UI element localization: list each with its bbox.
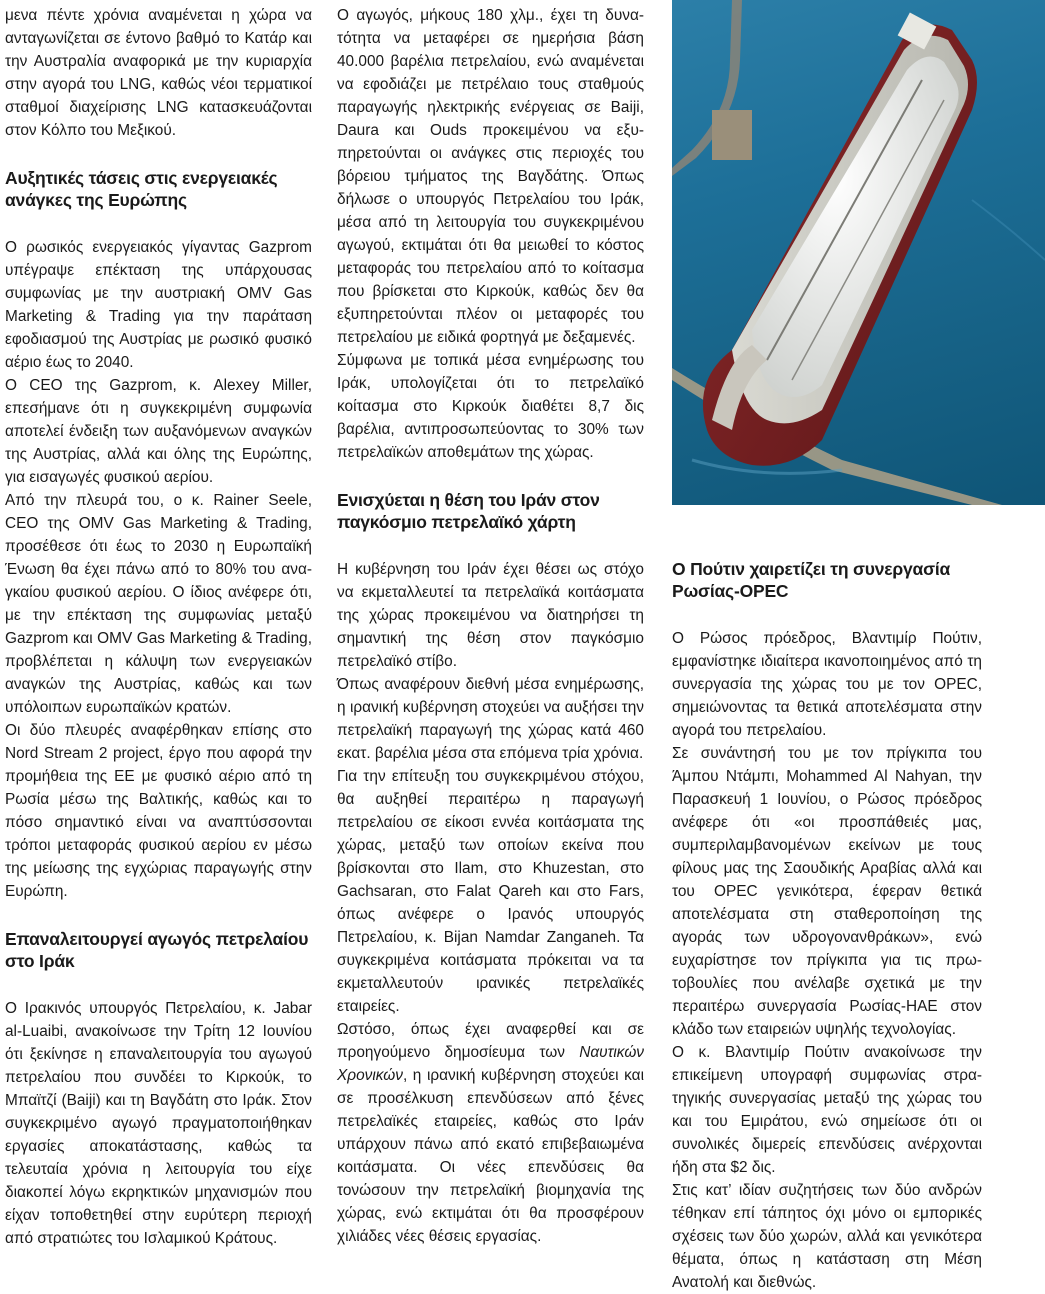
paragraph-seele: Από την πλευρά του, ο κ. Rainer Seele, CEO της OMV Gas Marketing & Trading, προσέθεσε ότι έως το 2030 η Ευρωπαϊκή Ένωση θα έχει πάνω από το 80% του αναγκαίου φυσικού αερίου. Ο ίδιος ανέφερε ότι, με την επέκταση της συμφωνίας μεταξύ Gazprom και OMV Gas Marketing & Trading, προβλέπεται η κάλυψη των ενεργειακών αναγκών της Αυστρίας, καθώς και των υπόλοιπων ευρωπαϊκών κρατών. [5,492,312,716]
paragraph-iran-production: Όπως αναφέρουν διεθνή μέσα ενημέρωσης, η ιρανική κυβέρνηση στοχεύει να αυξήσει την πετρελαϊκή παραγωγή της χώρας κατά 460 εκατ. βαρέλια μέσα στα επόμενα τρία χρόνια. [337,676,644,762]
paragraph-iran-fields: Για την επίτευξη του συγκεκριμένου στόχου, θα αυξηθεί περαιτέρω η παραγωγή πετρελαίου σε είκοσι εννέα κοιτάσματα της χώρας, μεταξύ των οποίων εκείνα που βρίσκονται στο Ilam, στο Khuzestan, στο Gachsaran, στο Falat Qareh και στο Fars, όπως ανέφερε ο Ιρανός υπουργός Πετρελαίου, κ. Bijan Namdar Zanganeh. Τα συγκεκριμένα κοιτάσματα πρόκειται να τα εκμεταλλευτούν ιρανικές πετρελαϊκές εταιρείες. [337,768,644,1015]
water-wake [972,200,1045,260]
paragraph-miller: Ο CEO της Gazprom, κ. Alexey Miller, επεσήμανε ότι η συγκεκριμένη συμφωνία αποτελεί ένδειξη των αυξανόμενων αναγκών της Αυστρίας, αλλά και όλης της Ευρώπης, για εισαγωγές φυσικού αερίου. [5,377,312,486]
paragraph-iran-goal: Η κυβέρνηση του Ιράν έχει θέσει ως στόχο να εκμεταλλευτεί τα πετρελαϊκά κοιτάσματα της χώρας προκειμένου να διατηρήσει τη σημαντική της θέση στον παγκόσμιο πετρελαϊκό στίβο. [337,561,644,670]
paragraph-nord-stream: Οι δύο πλευρές αναφέρθηκαν επίσης στο Nord Stream 2 project, έργο που αφορά την προμήθεια της ΕΕ με φυσικό αέριο από τη Ρωσία μέσω της Βαλτικής, καθώς και το πόσο σημαντικό είναι να αναπτύσσονται τρόποι μεταφοράς φυσικού αερίου εν μέσω της μείωσης της εγχώριας παραγωγής στην Ευρώπη. [5,722,312,900]
publication-name: Ναυτικών Χρονικών [337,1044,644,1084]
heading-iran-oil: Ενισχύεται η θέση του Ιράν στον παγκόσμιο πετρελαϊκό χάρτη [337,490,600,532]
paragraph-putin-talks: Στις κατ’ ιδίαν συζητήσεις των δύο ανδρών τέθηκαν επί τάπητος όχι μόνο οι εμπορικές σχέσεις των δύο χωρών, αλλά και γενικότερα θέματα, όπως η κατάσταση στη Μέση Ανατολή και διεθνώς. [672,1182,982,1291]
paragraph-pipeline-capacity: Ο αγωγός, μήκους 180 χλμ., έχει τη δυνατότητα να μεταφέρει σε ημερήσια βάση 40.000 βαρέλια πετρελαίου, ενώ αναμένεται να εφοδιάζει με πετρέλαιο τους σταθμούς παραγωγής ηλεκτρικής ενέργειας σε Baiji, Daura και Ouds προκειμένου να εξυπηρετούνται οι ανάγκες στις περιοχές του βόρειου τμήματος της Βαγδάτης. Όπως δήλωσε ο υπουργός Πετρελαίου του Ιράκ, μέσα από τη λειτουργία του συγκεκριμένου αγωγού, εκτιμάται ότι θα μειωθεί το κόστος μεταφοράς του πετρελαίου από το κοίτασμα που βρίσκεται στο Κιρκούκ, καθώς δεν θα εξυπηρετούνται πλέον οι μεταφορές του πετρελαίου με ειδικά φορτηγά με δεξαμενές. [337,7,644,346]
text-run: , η ιρανική κυβέρνηση στοχεύει και σε προσέλκυση επενδύσεων από ξένες πετρελαϊκές εταιρείες, καθώς στο Ιράν υπάρχουν πάνω από εκατό επιβεβαιωμένα κοιτάσματα. Οι νέες επενδύσεις θα τονώσουν την πετρελαϊκή βιομηχανία της χώρας, ενώ εκτιμάται ότι θα προσφέρουν χιλιάδες νέες θέσεις εργασίας. [337,1067,644,1245]
lng-tanker-photo [672,0,1045,505]
article-column-3 [672,558,982,1294]
paragraph-putin-satisfaction: Ο Ρώσος πρόεδρος, Βλαντιμίρ Πούτιν, εμφανίστηκε ιδιαίτερα ικανοποιημένος από τη συνεργασία της χώρας του με τον OPEC, σημειώνοντας τα θετικά αποτελέσματα στην αγορά του πετρελαίου. [672,630,982,739]
paragraph-iran-investments [337,1018,644,1248]
tanker-illustration [672,0,1045,505]
heading-iraq-pipeline: Επαναλειτουργεί αγωγός πετρελαίου στο Ιράκ [5,929,309,971]
paragraph-putin-agreement: Ο κ. Βλαντιμίρ Πούτιν ανακοίνωσε την επικείμενη υπογραφή συμφωνίας στρατηγικής συνεργασίας μεταξύ της χώρας του και του Εμιράτου, ενώ σημείωσε ότι οι συνολικές διμερείς επενδύσεις ανέρχονται ήδη στα $2 δις. [672,1044,982,1176]
pier-structure [712,110,752,160]
text-run: Ωστόσο, όπως έχει αναφερθεί και σε προηγούμενο δημοσίευμα των [337,1021,644,1061]
article-column-2 [337,4,644,1248]
paragraph-kirkuk-reserves: Σύμφωνα με τοπικά μέσα ενημέρωσης του Ιράκ, υπολογίζεται ότι το πετρελαϊκό κοίτασμα στο Κιρκούκ διαθέτει 8,7 δις βαρέλια, αντιπροσωπεύοντας το 30% των πετρελαϊκών αποθεμάτων της χώρας. [337,352,644,461]
paragraph-putin-meeting: Σε συνάντησή του με τον πρίγκιπα του Άμπου Ντάμπι, Mohammed Al Nahyan, την Παρασκευή 1 Ιουνίου, ο Ρώσος πρόεδρος ανέφερε ότι «οι προσπάθειές μας, συμπεριλαμβανομένων εκείνων με τους φίλους μας της Σαουδικής Αραβίας αλλά και του OPEC γενικότερα, έφεραν θετικά αποτελέσματα στη σταθεροποίηση της αγοράς των υδρογονανθράκων», ενώ ευχαρίστησε τον πρίγκιπα για τις πρωτοβουλίες που ανέλαβε σχετικά με την περαιτέρω συνεργασία Ρωσίας-ΗΑΕ στον κλάδο των εταιρειών υψηλής τεχνολογίας. [672,745,982,1038]
paragraph-iraq-pipeline: Ο Ιρακινός υπουργός Πετρελαίου, κ. Jabar al-Luaibi, ανακοίνωσε την Τρίτη 12 Ιουνίου ότι ξεκίνησε η επαναλειτουργία του αγωγού πετρελαίου που συνδέει το Κιρκούκ, το Μπαϊτζί (Baiji) και τη Βαγδάτη στο Ιράκ. Στον συγκεκριμένο αγωγό πραγματοποιήθηκαν εργασίες αποκατάστασης, καθώς τα τελευταία χρόνια η λειτουργία του είχε διακοπεί λόγω εκρηκτικών μηχανισμών που είχαν τοποθετηθεί στην ευρύτερη περιοχή από στρατιώτες του Ισλαμικού Κράτους. [5,1000,312,1247]
article-column-1 [5,4,312,1250]
paragraph-lng-intro: μενα πέντε χρόνια αναμένεται η χώρα να ανταγωνίζεται σε έντονο βαθμό το Κατάρ και την Αυστραλία αναφορικά με την κυριαρχία στην αγορά του LNG, καθώς νέοι τερματικοί σταθμοί διαχείρισης LNG κατασκευάζονται στον Κόλπο του Μεξικού. [5,7,312,139]
paragraph-gazprom: Ο ρωσικός ενεργειακός γίγαντας Gazprom υπέγραψε επέκταση της υπάρχουσας συμφωνίας με την αυστριακή OMV Gas Marketing & Trading για την παράταση εφοδιασμού της Αυστρίας με ρωσικό φυσικό αέριο έως το 2040. [5,239,312,371]
heading-europe-energy: Αυξητικές τάσεις στις ενεργειακές ανάγκες της Ευρώπης [5,168,278,210]
heading-putin-opec: Ο Πούτιν χαιρετίζει τη συνεργασία Ρωσίας-OPEC [672,559,951,601]
